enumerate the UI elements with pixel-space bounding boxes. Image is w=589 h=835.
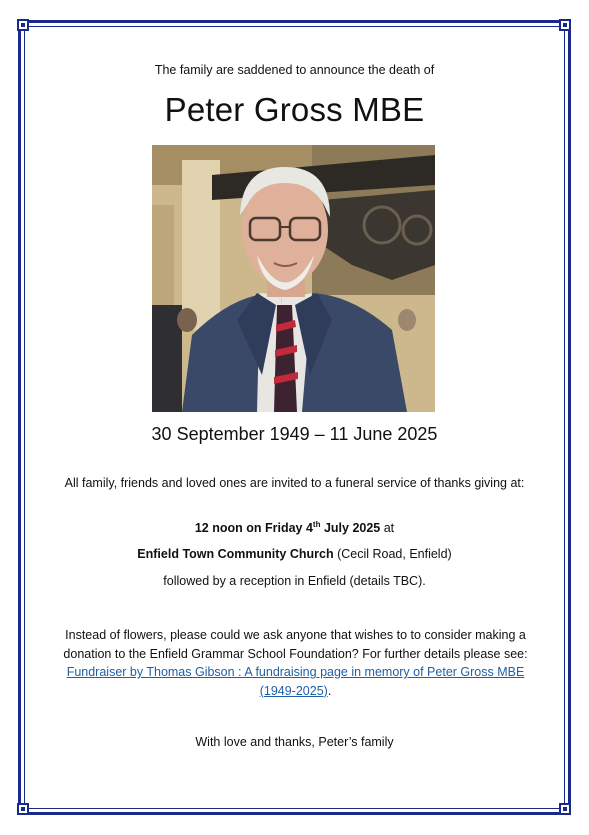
corner-ornament bbox=[559, 19, 571, 31]
intro-text: The family are saddened to announce the death of bbox=[154, 63, 435, 77]
venue-detail: (Cecil Road, Enfield) bbox=[333, 547, 452, 561]
signoff-text: With love and thanks, Peter’s family bbox=[195, 735, 394, 749]
service-time-after: at bbox=[380, 521, 395, 535]
reception-text: followed by a reception in Enfield (details TBC). bbox=[163, 574, 426, 588]
service-time-prefix: 12 noon on Friday 4 bbox=[194, 521, 313, 535]
donation-paragraph bbox=[58, 626, 533, 700]
corner-ornament bbox=[17, 19, 29, 31]
life-dates: 30 September 1949 – 11 June 2025 bbox=[151, 424, 438, 444]
deceased-name: Peter Gross MBE bbox=[164, 91, 425, 128]
fundraiser-link[interactable]: Fundraiser by Thomas Gibson : A fundraising page in memory of Peter Gross MBE (1949-2025) bbox=[66, 665, 525, 698]
venue-name: Enfield Town Community Church bbox=[137, 547, 334, 561]
donation-text: Instead of flowers, please could we ask anyone that wishes to to consider making a donation to the Enfield Grammar School Foundation? For further details please see: bbox=[63, 628, 528, 661]
invitation-text: All family, friends and loved ones are invited to a funeral service of thanks giving at: bbox=[64, 476, 525, 490]
corner-ornament bbox=[559, 803, 571, 815]
corner-ornament bbox=[17, 803, 29, 815]
service-time bbox=[30, 521, 559, 535]
service-time-ordinal: th bbox=[312, 519, 321, 529]
service-venue bbox=[30, 547, 559, 561]
donation-end: . bbox=[327, 683, 332, 698]
portrait-photo bbox=[152, 145, 435, 412]
service-time-suffix: July 2025 bbox=[320, 521, 381, 535]
